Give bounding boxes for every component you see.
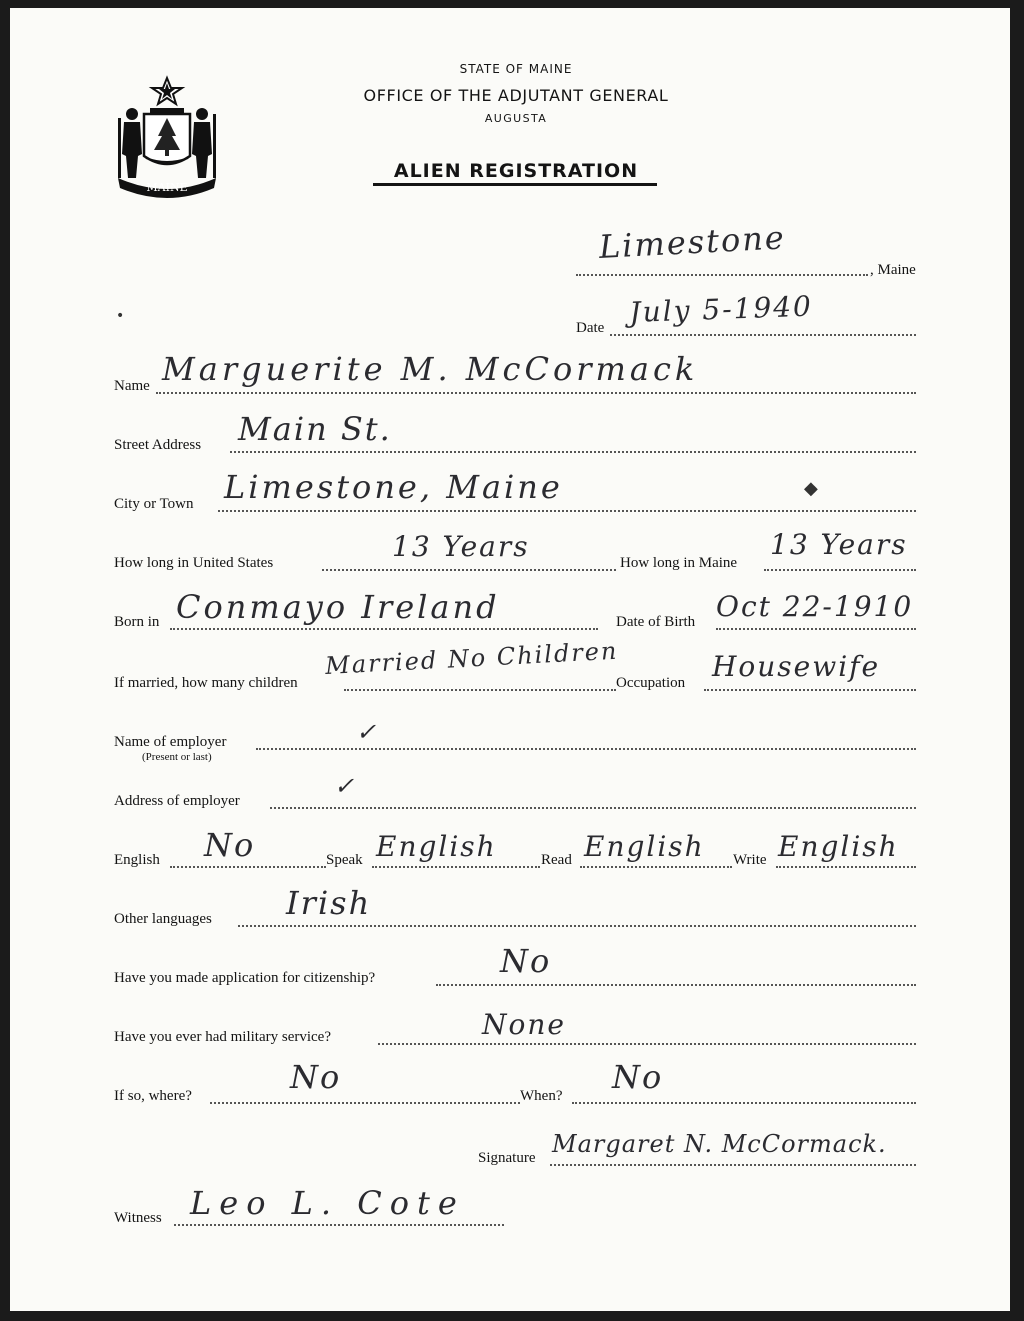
name-label: Name bbox=[114, 378, 150, 394]
occupation-value: Housewife bbox=[712, 650, 881, 683]
witness-line bbox=[174, 1222, 504, 1226]
speak-value: English bbox=[376, 830, 497, 863]
military-value: None bbox=[482, 1008, 566, 1041]
how-long-us-value: 13 Years bbox=[392, 530, 530, 563]
citizenship-line bbox=[436, 982, 916, 986]
scan-border-top bbox=[0, 0, 1024, 8]
how-long-maine-label: How long in Maine bbox=[620, 555, 738, 571]
employer-note: (Present or last) bbox=[142, 751, 212, 763]
speak-label: Speak bbox=[326, 852, 363, 868]
city-town-value: Limestone, Maine bbox=[224, 468, 563, 506]
employer-label: Name of employer bbox=[114, 734, 227, 750]
city-town-label: City or Town bbox=[114, 496, 194, 512]
title-underline bbox=[373, 183, 657, 186]
city-heading: AUGUSTA bbox=[484, 112, 548, 125]
how-long-us-label: How long in United States bbox=[114, 555, 274, 571]
write-label: Write bbox=[733, 852, 767, 868]
occupation-line bbox=[704, 687, 916, 691]
how-long-maine-line bbox=[764, 567, 916, 571]
employer-address-value: ✓ bbox=[334, 772, 357, 800]
other-languages-line bbox=[238, 923, 916, 927]
where-line bbox=[210, 1100, 520, 1104]
date-of-birth-label: Date of Birth bbox=[616, 614, 696, 630]
other-languages-label: Other languages bbox=[114, 911, 212, 927]
write-value: English bbox=[778, 830, 899, 863]
signature-value: Margaret N. McCormack. bbox=[552, 1130, 887, 1158]
born-in-value: Conmayo Ireland bbox=[176, 588, 500, 626]
when-line bbox=[572, 1100, 916, 1104]
office-heading: OFFICE OF THE ADJUTANT GENERAL bbox=[363, 86, 669, 105]
signature-line bbox=[550, 1162, 916, 1166]
read-label: Read bbox=[541, 852, 572, 868]
how-long-us-line bbox=[322, 567, 616, 571]
ink-blot: ◆ bbox=[804, 478, 818, 499]
write-line bbox=[776, 864, 916, 868]
svg-text:MAINE: MAINE bbox=[146, 181, 188, 194]
english-line bbox=[170, 864, 326, 868]
where-label: If so, where? bbox=[114, 1088, 192, 1104]
maine-label: , Maine bbox=[870, 262, 916, 278]
town-value: Limestone bbox=[598, 218, 787, 266]
scan-border-left bbox=[0, 0, 10, 1321]
born-in-label: Born in bbox=[114, 614, 160, 630]
employer-address-line bbox=[270, 805, 916, 809]
when-value: No bbox=[612, 1058, 664, 1096]
city-town-line bbox=[218, 508, 916, 512]
witness-value: Leo L. Cote bbox=[190, 1184, 465, 1222]
name-value: Marguerite M. McCormack bbox=[162, 350, 699, 388]
english-label: English bbox=[114, 852, 160, 868]
state-heading: STATE OF MAINE bbox=[459, 62, 573, 76]
married-line bbox=[344, 687, 616, 691]
when-label: When? bbox=[520, 1088, 563, 1104]
name-line bbox=[156, 390, 916, 394]
signature-label: Signature bbox=[478, 1150, 536, 1166]
read-value: English bbox=[584, 830, 705, 863]
date-of-birth-line bbox=[716, 626, 916, 630]
street-label: Street Address bbox=[114, 437, 202, 453]
street-line bbox=[230, 449, 916, 453]
where-value: No bbox=[290, 1058, 342, 1096]
how-long-maine-value: 13 Years bbox=[770, 528, 908, 561]
stray-mark: • bbox=[116, 308, 125, 324]
english-value: No bbox=[204, 826, 256, 864]
occupation-label: Occupation bbox=[616, 675, 686, 691]
date-value: July 5-1940 bbox=[628, 289, 814, 329]
other-languages-value: Irish bbox=[286, 884, 372, 922]
born-in-line bbox=[170, 626, 598, 630]
town-line bbox=[576, 272, 868, 276]
date-of-birth-value: Oct 22-1910 bbox=[716, 590, 914, 623]
married-value: Married No Children bbox=[324, 636, 620, 680]
military-label: Have you ever had military service? bbox=[114, 1029, 331, 1045]
married-label: If married, how many children bbox=[114, 675, 298, 691]
read-line bbox=[580, 864, 732, 868]
speak-line bbox=[372, 864, 540, 868]
employer-line bbox=[256, 746, 916, 750]
scan-border-right bbox=[1010, 0, 1024, 1321]
witness-label: Witness bbox=[114, 1210, 162, 1226]
date-line bbox=[610, 332, 916, 336]
scan-border-bottom bbox=[0, 1311, 1024, 1321]
military-line bbox=[378, 1041, 916, 1045]
citizenship-value: No bbox=[500, 942, 552, 980]
date-label: Date bbox=[576, 320, 605, 336]
employer-address-label: Address of employer bbox=[114, 793, 240, 809]
form-title: ALIEN REGISTRATION bbox=[393, 160, 639, 182]
street-value: Main St. bbox=[238, 410, 392, 448]
citizenship-label: Have you made application for citizenship? bbox=[114, 970, 376, 986]
employer-value: ✓ bbox=[356, 718, 379, 746]
